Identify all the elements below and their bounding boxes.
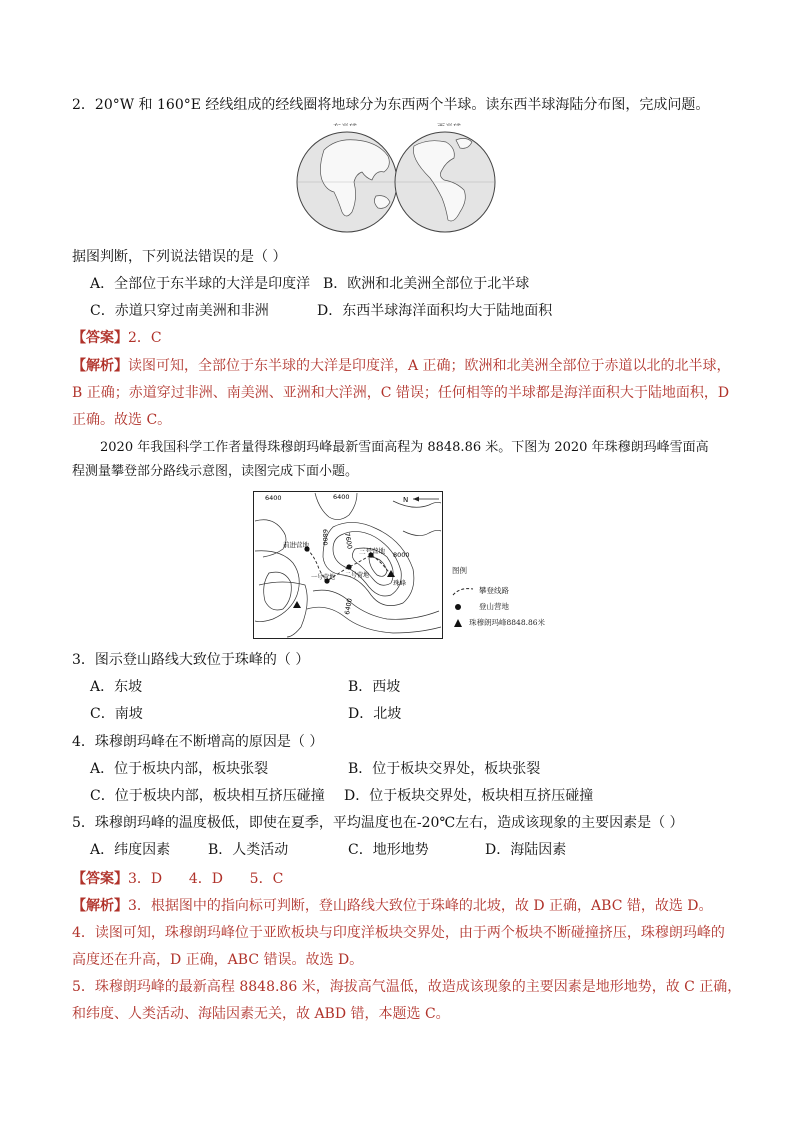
camp-label-3: 三号营地 <box>359 547 385 555</box>
intro-line2: 程测量攀登部分路线示意图，读图完成下面小题。 <box>72 464 359 479</box>
q3-stem: 3．图示登山路线大致位于珠峰的（ ） <box>72 652 310 668</box>
legend-camp <box>452 601 509 612</box>
q3-option-c[interactable]: C．南坡 <box>90 706 143 722</box>
answer-text: 2．C <box>128 330 162 346</box>
peak-triangle-icon <box>452 618 464 628</box>
everest-route-map <box>253 491 443 639</box>
contour-label-1: 6400 <box>265 494 282 502</box>
q2-stem: 2．20°W 和 160°E 经线组成的经线圈将地球分为东西两个半球。读东西半球海陆分布图，完成问题。 <box>72 97 710 113</box>
peak-label: 珠峰 <box>393 579 406 587</box>
q3-5-answer <box>72 869 283 889</box>
hemisphere-map-figure <box>296 120 496 236</box>
camp-label-2: 二号营地 <box>345 572 370 579</box>
q4-option-a[interactable]: A．位于板块内部，板块张裂 <box>90 761 269 777</box>
q2-analysis-line3: 正确。故选 C。 <box>72 412 172 428</box>
q5-option-c[interactable]: C．地形地势 <box>348 842 429 858</box>
q2-analysis-line1 <box>72 356 731 376</box>
answer-text: 3．D 4．D 5．C <box>128 871 284 887</box>
camp-label-advance: 前进营地 <box>283 541 309 549</box>
contour-label-6: 6400 <box>343 597 354 616</box>
north-label: N <box>403 496 409 504</box>
q4-analysis-line1: 4．读图可知，珠穆朗玛峰位于亚欧板块与印度洋板块交界处，由于两个板块不断碰撞挤压，珠穆朗玛峰的 <box>72 925 725 941</box>
q3-option-b[interactable]: B．西坡 <box>348 679 401 695</box>
intro-line1: 2020 年我国科学工作者量得珠穆朗玛峰最新雪面高程为 8848.86 米。下图为 2020 年珠穆朗玛峰雪面高 <box>100 440 709 455</box>
analysis-text: 3．根据图中的指向标可判断，登山路线大致位于珠峰的北坡，故 D 正确，ABC 错，故选 D。 <box>128 898 713 914</box>
contour-label-5: 8000 <box>393 551 410 559</box>
q5-option-b[interactable]: B．人类活动 <box>208 842 289 858</box>
legend-peak-label: 珠穆朗玛峰8848.86米 <box>469 618 546 627</box>
q4-option-c[interactable]: C．位于板块内部，板块相互挤压碰撞 <box>90 788 325 804</box>
q2-answer <box>72 328 162 348</box>
q4-analysis-line2: 高度还在升高，D 正确，ABC 错误。故选 D。 <box>72 952 364 968</box>
legend-peak <box>452 617 545 628</box>
legend-camp-label: 登山营地 <box>479 602 509 611</box>
q3-option-a[interactable]: A．东坡 <box>90 679 143 695</box>
q5-option-a[interactable]: A．纬度因素 <box>90 842 171 858</box>
camp-dot-icon <box>452 602 474 612</box>
legend-route-label: 攀登线路 <box>479 586 509 595</box>
contour-label-3: 6800 <box>321 529 329 546</box>
q5-option-d[interactable]: D．海陆因素 <box>485 842 567 858</box>
q4-option-d[interactable]: D．位于板块交界处，板块相互挤压碰撞 <box>344 788 594 804</box>
q4-option-b[interactable]: B．位于板块交界处，板块张裂 <box>348 761 541 777</box>
q5-analysis-line1: 5．珠穆朗玛峰的最新高程 8848.86 米，海拔高气温低，故造成该现象的主要因素是地形地势，故 C 正确， <box>72 979 742 995</box>
contour-label-2: 6400 <box>333 493 350 501</box>
camp-label-1: 一号营地 <box>311 574 336 581</box>
q5-analysis-line2: 和纬度、人类活动、海陆因素无关，故 ABD 错，本题选 C。 <box>72 1006 450 1022</box>
q3-analysis <box>72 896 713 916</box>
legend-route <box>452 585 509 596</box>
analysis-text: 读图可知，全部位于东半球的大洋是印度洋，A 正确；欧洲和北美洲全部位于赤道以北的北半球， <box>128 358 731 374</box>
dashed-line-icon <box>452 586 474 596</box>
legend-title: 图例 <box>452 566 467 575</box>
analysis-tag: 【解析】 <box>72 898 128 914</box>
q2-option-b[interactable]: B．欧洲和北美洲全部位于北半球 <box>323 276 530 292</box>
q2-analysis-line2: B 正确；赤道穿过非洲、南美洲、亚洲和大洋洲，C 错误；任何相等的半球都是海洋面积大于陆地面积，D <box>72 385 730 401</box>
q5-stem: 5．珠穆朗玛峰的温度极低，即使在夏季，平均温度也在-20℃左右，造成该现象的主要因素是（ ） <box>72 815 684 831</box>
q3-option-d[interactable]: D．北坡 <box>348 706 402 722</box>
answer-tag: 【答案】 <box>72 330 128 346</box>
q2-option-d[interactable]: D．东西半球海洋面积均大于陆地面积 <box>317 303 553 319</box>
answer-tag: 【答案】 <box>72 871 128 887</box>
q4-stem: 4．珠穆朗玛峰在不断增高的原因是（ ） <box>72 734 324 750</box>
map-legend <box>452 565 582 635</box>
q2-option-c[interactable]: C．赤道只穿过南美洲和非洲 <box>90 303 269 319</box>
q2-option-a[interactable]: A．全部位于东半球的大洋是印度洋 <box>90 276 311 292</box>
q2-prompt: 据图判断，下列说法错误的是（ ） <box>72 249 287 265</box>
analysis-tag: 【解析】 <box>72 358 128 374</box>
contour-label-4: 7600 <box>343 531 354 550</box>
